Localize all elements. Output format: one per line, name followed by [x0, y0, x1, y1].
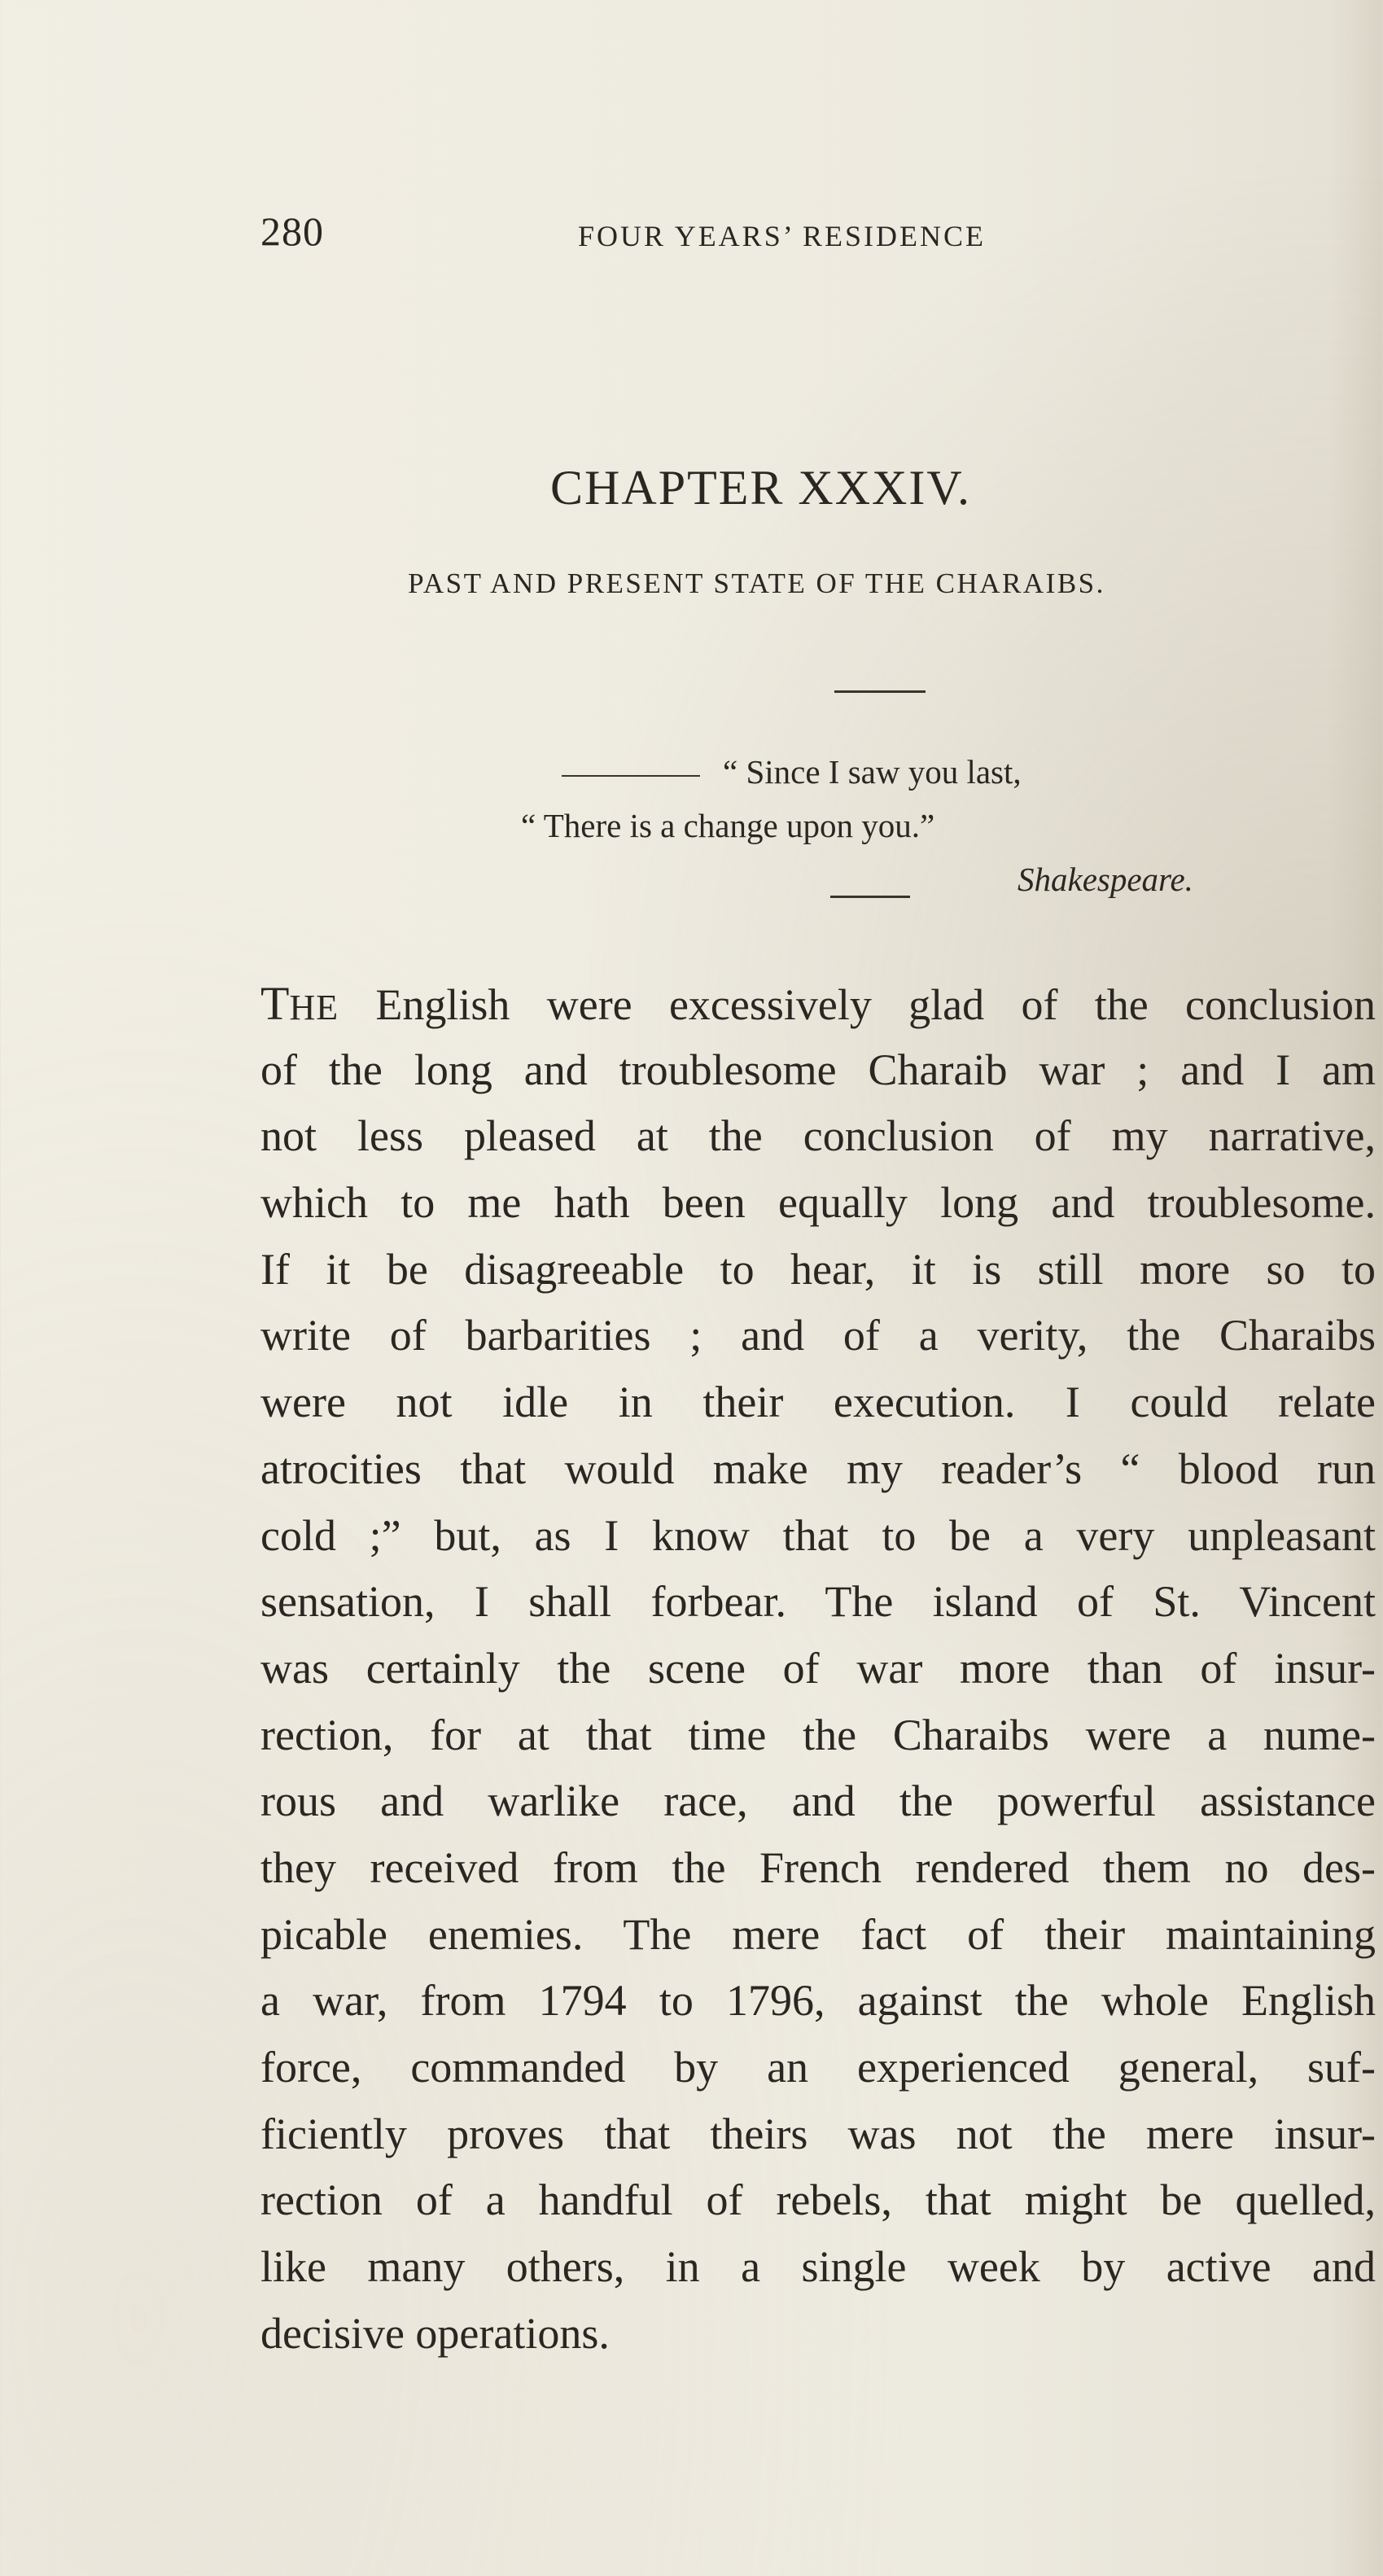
body-line: write of barbarities ; and of a verity, the Charaibs [260, 1311, 1376, 1360]
chapter-heading: CHAPTER XXXIV. [550, 461, 971, 515]
epigraph-line-2: “ There is a change upon you.” [521, 807, 935, 844]
running-head [260, 208, 1278, 256]
body-line: rection, for at that time the Charaibs were a nume- [260, 1710, 1376, 1759]
running-title: FOUR YEARS’ RESIDENCE [578, 220, 987, 252]
epigraph-attribution: Shakespeare. [1018, 861, 1193, 898]
body-line: If it be disagreeable to hear, it is still more so to [260, 1244, 1376, 1294]
bottom-rule [830, 896, 910, 898]
epigraph [521, 745, 1254, 898]
epigraph-dash [562, 775, 700, 777]
body-line: they received from the French rendered them no des- [260, 1842, 1376, 1892]
body-line: rection of a handful of rebels, that might be quelled, [260, 2175, 1376, 2225]
body-line: ficiently proves that theirs was not the mere insur- [260, 2109, 1376, 2158]
lead-initial: T [260, 977, 290, 1030]
top-rule [834, 690, 926, 693]
body-line: not less pleased at the conclusion of my narrative, [260, 1111, 1376, 1161]
body-line-1 [260, 970, 1376, 1037]
body-line: a war, from 1794 to 1796, against the whole English [260, 1976, 1376, 2026]
epigraph-line-1 [521, 745, 1254, 799]
chapter-subtitle: PAST AND PRESENT STATE OF THE CHARAIBS. [408, 567, 1105, 599]
body-line: sensation, I shall forbear. The island of St. Vincent [260, 1577, 1376, 1627]
body-paragraph [260, 970, 1383, 2367]
body-line: force, commanded by an experienced general, suf- [260, 2043, 1376, 2092]
body-line: picable enemies. The mere fact of their maintaining [260, 1909, 1376, 1959]
lead-smallcaps: HE [289, 988, 339, 1027]
body-line: were not idle in their execution. I could relate [260, 1378, 1376, 1427]
body-line-last: decisive operations. [260, 2308, 610, 2358]
body-line: was certainly the scene of war more than of insur- [260, 1643, 1376, 1693]
page-number: 280 [260, 208, 324, 254]
body-line: which to me hath been equally long and troublesome. [260, 1178, 1376, 1228]
epigraph-line-1-text: “ Since I saw you last, [723, 753, 1022, 791]
body-line: atrocities that would make my reader’s “ blood run [260, 1444, 1376, 1493]
body-line: cold ;” but, as I know that to be a very unpleasant [260, 1510, 1376, 1560]
body-line: like many others, in a single week by active and [260, 2242, 1376, 2292]
body-line: rous and warlike race, and the powerful assistance [260, 1776, 1376, 1826]
body-line-1-text: English were excessively glad of the conclusion [339, 980, 1376, 1029]
body-line: of the long and troublesome Charaib war ; and I am [260, 1045, 1376, 1094]
